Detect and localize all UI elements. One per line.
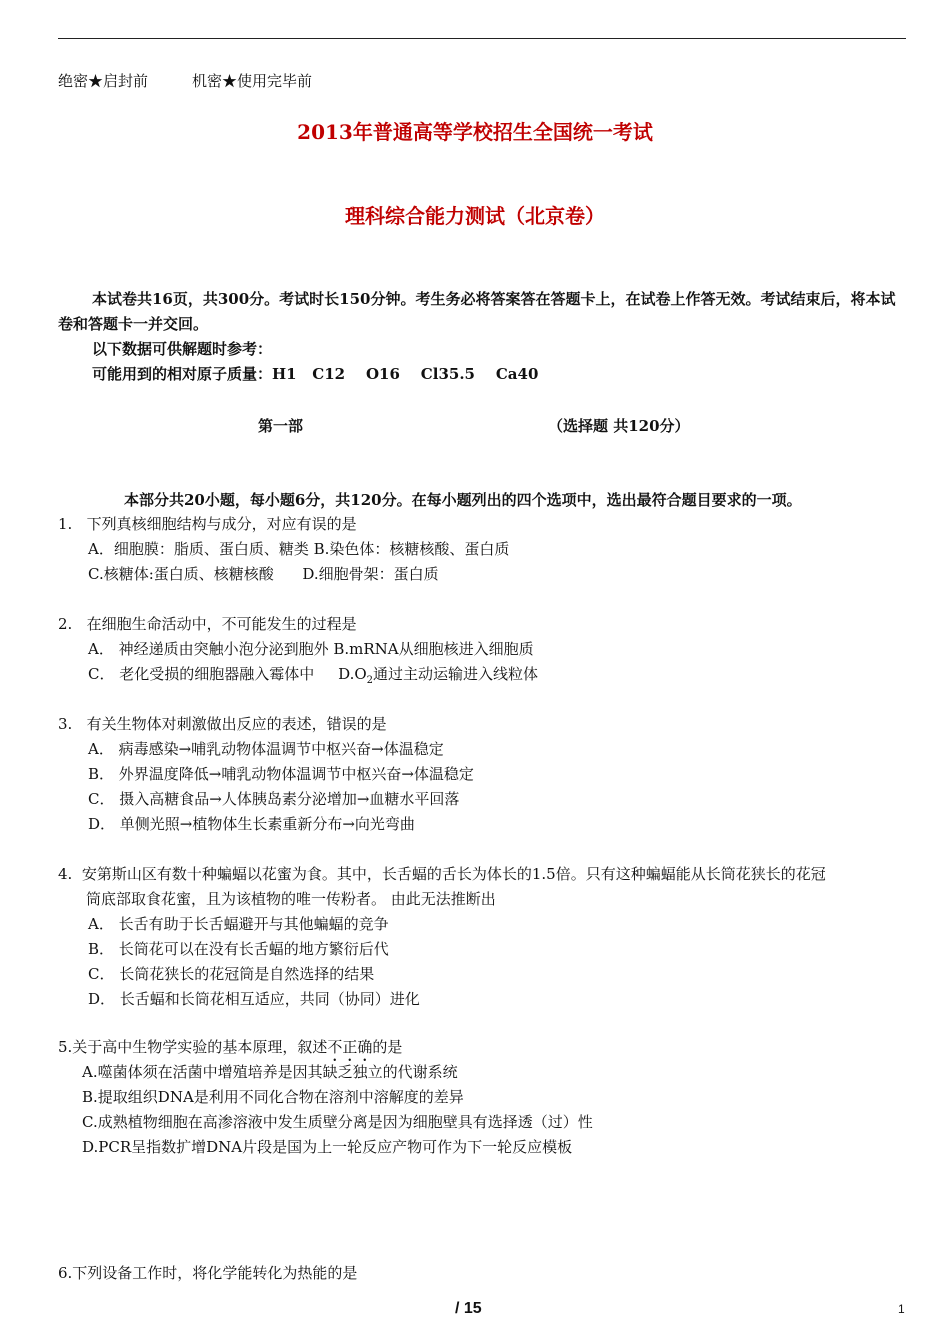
question-2-options-row1: A． 神经递质由突触小泡分泌到胞外 B.mRNA从细胞核进入细胞质 [88,640,534,658]
page-number: 1 [898,1302,905,1316]
question-3-option-a: A． 病毒感染→哺乳动物体温调节中枢兴奋→体温稳定 [88,740,444,758]
question-5-option-d: D.PCR呈指数扩增DNA片段是国为上一轮反应产物可作为下一轮反应模板 [82,1138,573,1156]
question-2-stem: 2. 在细胞生命活动中，不可能发生的过程是 [58,615,357,633]
question-3-option-c: C． 摄入高糖食品→人体胰岛素分泌增加→血糖水平回落 [88,790,460,808]
question-5-stem-end: 的是 [372,1038,403,1056]
question-3-stem: 3. 有关生物体对刺激做出反应的表述，错误的是 [58,715,387,733]
question-4-option-d: D． 长舌蝠和长筒花相互适应，共同（协同）进化 [88,990,420,1008]
question-2-option-d-rest: 通过主动运输进入线粒体 [373,665,539,683]
question-5-option-c: C.成熟植物细胞在高渗溶液中发生质壁分离是因为细胞壁具有选择透（过）性 [82,1113,593,1131]
question-1-options-row1: A．细胞膜：脂质、蛋白质、糖类 B.染色体：核糖核酸、蛋白质 [88,540,510,558]
question-5-emphasis: 不正确 [327,1038,373,1056]
question-4-option-c: C． 长筒花狭长的花冠筒是自然选择的结果 [88,965,375,983]
secret-label-left: 绝密★启封前 [58,72,149,90]
question-3-option-d: D． 单侧光照→植物体生长素重新分布→向光弯曲 [88,815,415,833]
question-4-option-b: B． 长筒花可以在没有长舌蝠的地方繁衍后代 [88,940,389,958]
question-3-option-b: B． 外界温度降低→哺乳动物体温调节中枢兴奋→体温稳定 [88,765,474,783]
question-5-stem [58,1037,402,1065]
data-reference-line: 以下数据可供解题时参考： [92,340,273,358]
exam-subtitle: 理科综合能力测试（北京卷） [345,204,605,228]
question-2-options-row2 [88,664,538,691]
question-5-option-a: A.噬菌体须在活菌中增殖培养是因其缺乏独立的代谢系统 [82,1063,458,1081]
subscript-2: 2 [366,675,374,686]
section-instructions: 本部分共20小题，每小题6分，共120分。在每小题列出的四个选项中，选出最符合题目要求的一项。 [124,491,802,509]
question-5-option-b: B.提取组织DNA是利用不同化合物在溶剂中溶解度的差异 [82,1088,464,1106]
page-total: / 15 [455,1300,482,1317]
exam-title: 2013年普通高等学校招生全国统一考试 [297,120,653,144]
question-1-options-row2: C.核糖体:蛋白质、核糖核酸 D.细胞骨架：蛋白质 [88,565,439,583]
section-type: （选择题 共120分） [548,417,690,435]
secret-label-right: 机密★使用完毕前 [192,72,313,90]
question-1-stem: 1. 下列真核细胞结构与成分，对应有误的是 [58,515,357,533]
question-4-option-a: A． 长舌有助于长舌蝠避开与其他蝙蝠的竞争 [88,915,389,933]
question-4-stem-line1: 4. 安第斯山区有数十种蝙蝠以花蜜为食。其中，长舌蝠的舌长为体长的1.5倍。只有这种蝙蝠能从长筒花狭长的花冠 [58,865,826,883]
question-5-stem-start: 5.关于高中生物学实验的基本原理，叙述 [58,1038,328,1056]
section-part: 第一部 [258,417,304,435]
question-6-stem: 6.下列设备工作时，将化学能转化为热能的是 [58,1264,358,1282]
question-4-stem-line2: 筒底部取食花蜜，且为该植物的唯一传粉者。 由此无法推断出 [86,890,496,908]
intro-paragraph: 本试卷共16页，共300分。考试时长150分钟。考生务必将答案答在答题卡上，在试卷上作答无效。考试结束后，将本试卷和答题卡一并交回。 [58,290,896,333]
header-rule [58,38,906,39]
question-2-option-c-d: C． 老化受损的细胞器融入霉体中 D.O [88,665,367,683]
atomic-mass-line: 可能用到的相对原子质量：H1 C12 O16 Cl35.5 Ca40 [92,365,539,383]
